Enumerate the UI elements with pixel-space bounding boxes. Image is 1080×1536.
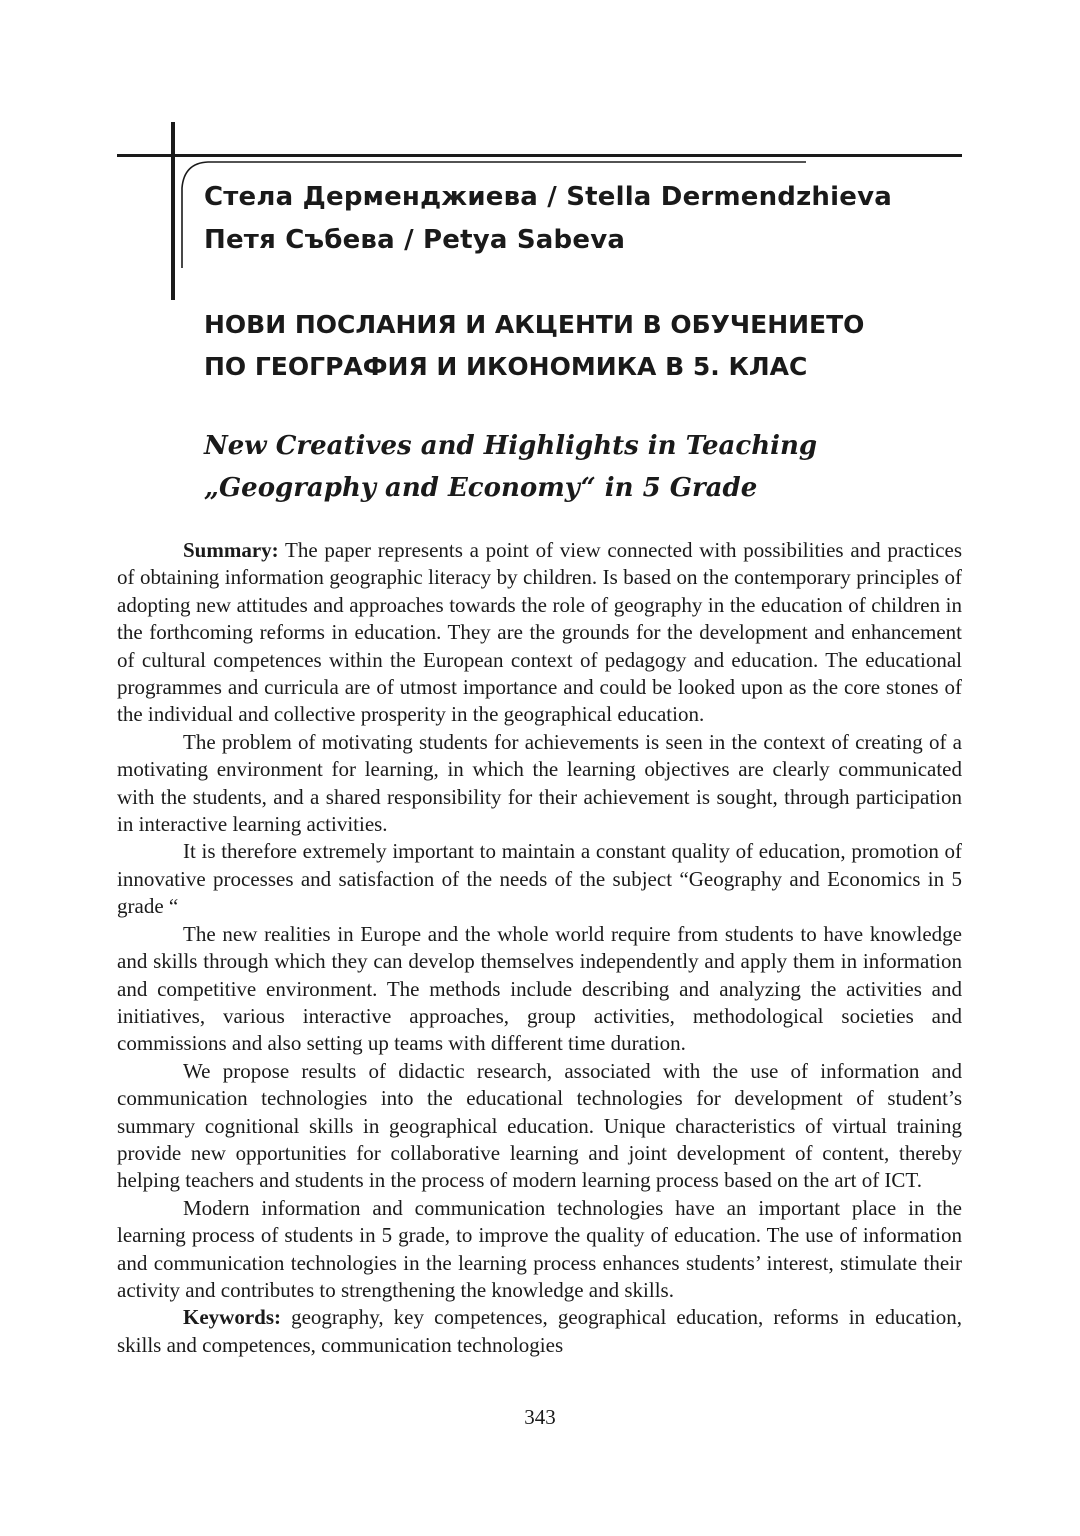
keywords-paragraph <box>117 1304 962 1359</box>
title-bg-line-2: ПО ГЕОГРАФИЯ И ИКОНОМИКА В 5. КЛАС <box>204 352 808 381</box>
decorative-horizontal-rule <box>117 154 962 157</box>
title-bulgarian <box>204 304 864 388</box>
abstract <box>117 537 962 1359</box>
abstract-paragraph-2: The problem of motivating students for achievements is seen in the context of creating of a motivating environment for learning, in which the learning objectives are clearly communicated with the students, and a shared responsibility for their achievement is sought, through participation in interactive learning activities. <box>117 729 962 837</box>
author-2: Петя Събева / Petya Sabeva <box>204 225 626 255</box>
title-en-line-2: „Geography and Economy“ in 5 Grade <box>204 473 758 503</box>
title-english <box>204 425 817 509</box>
abstract-paragraph-6: Modern information and communication technologies have an important place in the learning process of students in 5 grade, to improve the quality of education. The use of information and communication technologies in the learning process enhances students’ interest, stimulate their activity and contributes to strengthening the knowledge and skills. <box>117 1195 962 1302</box>
abstract-paragraph-3: It is therefore extremely important to maintain a constant quality of education, promotion of innovative processes and satisfaction of the needs of the subject “Geography and Economics in 5 grade “ <box>117 839 962 919</box>
summary-text: The paper represents a point of view connected with possibilities and practices of obtaining information geographic literacy by children. Is based on the contemporary principles of adopting new attitudes and approaches towards the role of geography in the education of children in the forthcoming reforms in education. They are the grounds for the development and enhancement of cultural competences within the European context of pedagogy and education. The educational programmes and curricula are of utmost importance and could be looked upon as the core stones of the individual and collective prosperity in the geographical education. <box>117 538 963 727</box>
decorative-vertical-rule <box>171 122 175 300</box>
keywords-label: Keywords: <box>183 1305 281 1330</box>
abstract-paragraph-5: We propose results of didactic research, associated with the use of information and communication technologies into the educational technologies for development of student’s summary cognitional skills in geographical education. Unique characteristics of virtual training provide new opportunities for collaborative learning and joint development of content, thereby helping teachers and students in the process of modern learning process based on the art of ICT. <box>117 1058 962 1193</box>
author-1: Стела Дерменджиева / Stella Dermendzhieva <box>204 182 892 212</box>
title-en-line-1: New Creatives and Highlights in Teaching <box>204 431 818 461</box>
summary-paragraph <box>117 537 962 729</box>
keywords-text: geography, key competences, geographical education, reforms in education, skills and competences, communication technologies <box>117 1305 962 1357</box>
abstract-paragraph-4: The new realities in Europe and the whole world require from students to have knowledge and skills through which they can develop themselves independently and apply them in information and competitive environment. The methods include describing and analyzing the activities and initiatives, various interactive approaches, group activities, methodological societies and commissions and also setting up teams with different time duration. <box>117 921 962 1056</box>
author-block <box>204 176 892 262</box>
page-number: 343 <box>524 1405 556 1429</box>
title-bg-line-1: НОВИ ПОСЛАНИЯ И АКЦЕНТИ В ОБУЧЕНИЕТО <box>204 310 865 339</box>
summary-label: Summary: <box>183 538 279 562</box>
